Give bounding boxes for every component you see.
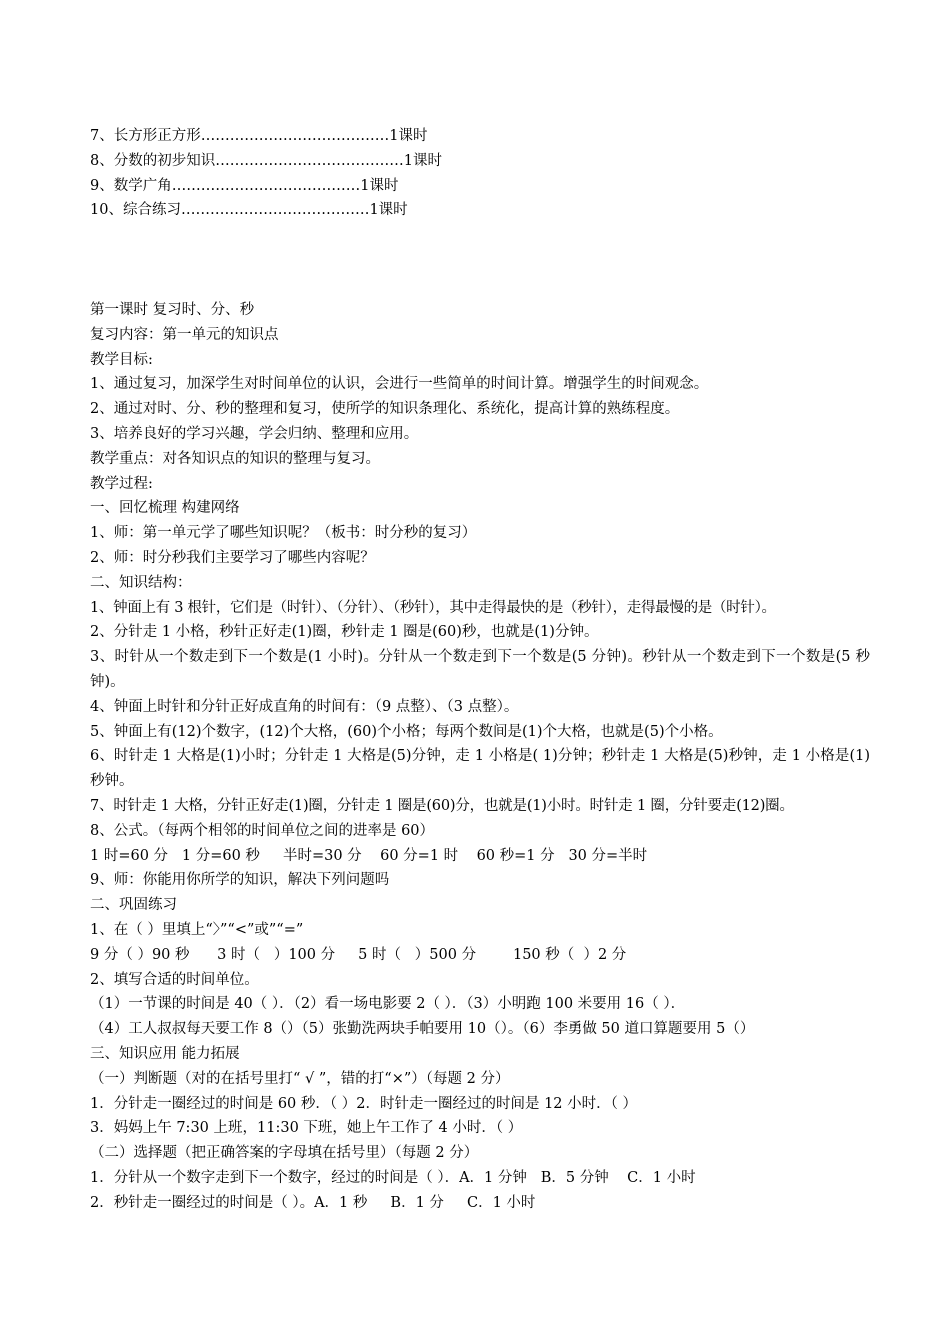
section-heading: 二、知识结构： [90, 574, 192, 591]
paragraph: 9、师：你能用你所学的知识，解决下列问题吗 [90, 872, 390, 889]
objective-item: 3、培养良好的学习兴趣，学会归纳、整理和应用。 [90, 425, 419, 442]
section-heading: 二、巩固练习 [90, 897, 177, 914]
question: 1．分针从一个数字走到下一个数字，经过的时间是（ ）．A．1 分钟 B．5 分钟 C．1 小时 [90, 1169, 696, 1186]
review-content: 复习内容：第一单元的知识点 [90, 326, 279, 343]
question: 1．分针走一圈经过的时间是 60 秒．（ ）2．时针走一圈经过的时间是 12 小时．（ ） [90, 1095, 638, 1112]
section-heading: 教学过程: [90, 475, 153, 492]
section-heading: 三、知识应用 能力拓展 [90, 1045, 240, 1062]
paragraph: 2、师：时分秒我们主要学习了哪些内容呢？ [90, 549, 375, 566]
question: 3．妈妈上午 7:30 上班，11:30 下班，她上午工作了 4 小时．（ ） [90, 1120, 523, 1137]
exercise-items: （4）工人叔叔每天要工作 8（）（5）张勤洗两块手帕要用 10（）。（6）李勇做 50 道口算题要用 5（） [90, 1021, 755, 1038]
lesson-schedule-list [90, 124, 870, 223]
exercise-prompt: 2、填写合适的时间单位。 [90, 971, 259, 988]
paragraph: 6、时针走 1 大格是(1)小时；分针走 1 大格是(5)分钟，走 1 小格是( 1)分钟；秒针走 1 大格是(5)秒钟，走 1 小格是(1)秒钟。 [90, 748, 870, 790]
schedule-item: 7、长方形正方形…………………………………1课时 [90, 128, 428, 144]
paragraph: 8、公式。（每两个相邻的时间单位之间的进率是 60） [90, 822, 435, 839]
paragraph: 1、钟面上有 3 根针，它们是（时针）、（分针）、（秒针），其中走得最快的是（秒针），走得最慢的是（时针）。 [90, 599, 776, 616]
objective-item: 1、通过复习，加深学生对时间单位的认识，会进行一些简单的时间计算。增强学生的时间观念。 [90, 376, 709, 393]
schedule-item: 8、分数的初步知识…………………………………1课时 [90, 152, 442, 169]
section-heading: 教学目标: [90, 351, 153, 368]
key-point: 教学重点：对各知识点的知识的整理与复习。 [90, 450, 380, 467]
section-heading: 一、回忆梳理 构建网络 [90, 500, 240, 517]
lesson-title: 第一课时 复习时、分、秒 [90, 302, 255, 318]
question: 2．秒针走一圈经过的时间是（ ）。A．1 秒 B．1 分 C．1 小时 [90, 1194, 536, 1211]
exercise-items: （1）一节课的时间是 40（ ）．（2）看一场电影要 2（ ）．（3）小明跑 100 米要用 16（ ）． [90, 996, 686, 1013]
paragraph: 3、时针从一个数走到下一个数是(1 小时)。分针从一个数走到下一个数是(5 分钟)。秒针从一个数走到下一个数是(5 秒钟)。 [90, 649, 870, 690]
subsection-heading: （一）判断题（对的在括号里打“ √ ”，错的打“×”）（每题 2 分） [90, 1070, 510, 1087]
paragraph: 5、钟面上有(12)个数字，(12)个大格，(60)个小格；每两个数间是(1)个大格，也就是(5)个小格。 [90, 723, 723, 740]
schedule-item: 9、数学广角…………………………………1课时 [90, 177, 399, 194]
paragraph: 2、分针走 1 小格，秒针正好走(1)圈，秒针走 1 圈是(60)秒，也就是(1)分钟。 [90, 624, 599, 641]
exercise-items: 9 分（ ）90 秒 3 时（ ）100 分 5 时（ ）500 分 150 秒（ ）2 分 [90, 946, 627, 963]
schedule-item: 10、综合练习…………………………………1课时 [90, 202, 408, 219]
paragraph: 4、钟面上时针和分针正好成直角的时间有：（9 点整）、（3 点整）。 [90, 698, 519, 715]
exercise-prompt: 1、在（ ）里填上“〉”“<”或”“=” [90, 921, 304, 938]
lesson-plan [90, 298, 870, 1215]
paragraph: 7、时针走 1 大格，分针正好走(1)圈，分针走 1 圈是(60)分，也就是(1)小时。时针走 1 圈，分针要走(12)圈。 [90, 797, 794, 814]
objective-item: 2、通过对时、分、秒的整理和复习，使所学的知识条理化、系统化，提高计算的熟练程度。 [90, 401, 680, 418]
formula-line: 1 时=60 分 1 分=60 秒 半时=30 分 60 分=1 时 60 秒=1 分 30 分=半时 [90, 847, 648, 864]
paragraph: 1、师：第一单元学了哪些知识呢？（板书：时分秒的复习） [90, 525, 477, 542]
subsection-heading: （二）选择题（把正确答案的字母填在括号里）（每题 2 分） [90, 1145, 479, 1162]
